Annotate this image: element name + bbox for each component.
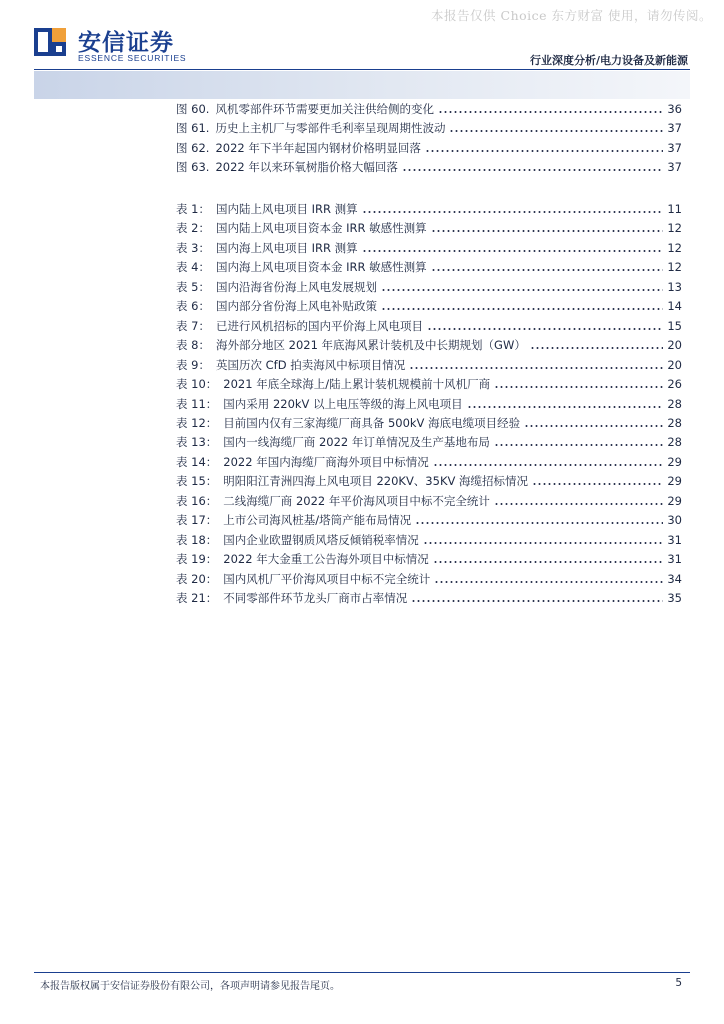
toc-entry-title: 国内风机厂平价海风项目中标不完全统计 (223, 571, 431, 586)
toc-table-entry[interactable] (176, 258, 682, 278)
toc-dot-leader (362, 240, 664, 253)
toc-entry-page: 28 (667, 396, 682, 411)
toc-dot-leader (415, 512, 663, 525)
toc-entry-title: 二线海缆厂商 2022 年平价海风项目中标不完全统计 (223, 493, 490, 508)
toc-entry-page: 35 (667, 591, 682, 605)
header-divider (34, 69, 690, 70)
toc-entry-title: 国内海上风电项目资本金 IRR 敏感性测算 (215, 260, 427, 275)
toc-entry-page: 37 (667, 121, 682, 136)
toc-dot-leader (427, 318, 663, 331)
toc-table-entry[interactable] (176, 278, 682, 298)
toc-table-entry[interactable] (176, 492, 682, 512)
toc-dot-leader (532, 473, 663, 486)
toc-entry-number: 表 14： (176, 454, 218, 469)
toc-entry-title: 英国历次 CfD 拍卖海风中标项目情况 (215, 357, 406, 372)
toc-entry-page: 31 (667, 532, 682, 547)
toc-entry-page: 29 (667, 493, 682, 508)
toc-dot-leader (433, 551, 664, 564)
toc-dot-leader (494, 434, 663, 447)
toc-dot-leader (434, 571, 663, 584)
footer-divider (34, 972, 690, 973)
toc-dot-leader (423, 532, 664, 545)
toc-entry-page: 36 (667, 102, 682, 116)
toc-entry-number: 表 12： (176, 415, 218, 430)
toc-entry-number: 表 2： (176, 221, 210, 236)
toc-entry-title: 国内一线海缆厂商 2022 年订单情况及生产基地布局 (223, 435, 490, 450)
toc-entry-page: 26 (667, 377, 682, 392)
toc-table-entry[interactable] (176, 453, 682, 473)
toc-entry-number: 表 16： (176, 493, 218, 508)
toc-table-entry[interactable] (176, 200, 682, 220)
toc-entry-title: 2022 年以来环氧树脂价格大幅回落 (215, 160, 398, 175)
toc-entry-title: 国内海上风电项目 IRR 测算 (215, 240, 358, 255)
toc-table-entry[interactable] (176, 317, 682, 337)
toc-dot-leader (402, 159, 663, 172)
toc-entry-number: 表 8： (176, 338, 210, 353)
toc-table-entry[interactable] (176, 395, 682, 415)
toc-entry-page: 11 (667, 202, 682, 216)
toc-dot-leader (362, 201, 664, 214)
toc-entry-title: 国内采用 220kV 以上电压等级的海上风电项目 (223, 396, 463, 411)
toc-entry-page: 28 (667, 435, 682, 450)
toc-dot-leader (381, 298, 663, 311)
toc-dot-leader (425, 140, 663, 153)
toc-entry-title: 海外部分地区 2021 年底海风累计装机及中长期规划（GW） (215, 338, 526, 353)
toc-entry-number: 图 62. (176, 140, 210, 155)
toc-entry-title: 国内企业欧盟钢质风塔反倾销税率情况 (223, 532, 419, 547)
watermark-text: 本报告仅供 Choice 东方财富 使用，请勿传阅。 (431, 8, 712, 23)
toc-dot-leader (411, 590, 663, 603)
toc-dot-leader (530, 337, 664, 350)
toc-figure-entry[interactable] (176, 139, 682, 159)
toc-table-entry[interactable] (176, 589, 682, 609)
report-type-label: 行业深度分析/电力设备及新能源 (529, 54, 688, 67)
toc-table-entry[interactable] (176, 472, 682, 492)
toc-entry-number: 表 13： (176, 435, 218, 450)
toc-figure-entry[interactable] (176, 119, 682, 139)
toc-dot-leader (438, 101, 663, 114)
toc-entry-page: 29 (667, 474, 682, 489)
toc-entry-number: 图 63. (176, 160, 210, 175)
toc-entry-title: 2022 年大金重工公告海外项目中标情况 (223, 552, 429, 567)
toc-dot-leader (431, 220, 664, 233)
toc-dot-leader (467, 396, 664, 409)
toc-entry-title: 国内沿海省份海上风电发展规划 (215, 279, 377, 294)
brand-name-cn: 安信证券 (78, 30, 174, 56)
toc-entry-title: 国内陆上风电项目 IRR 测算 (215, 202, 358, 216)
toc-entry-number: 表 20： (176, 571, 218, 586)
toc-dot-leader (449, 120, 663, 133)
header-band (34, 71, 690, 99)
toc-figure-entry[interactable] (176, 158, 682, 178)
toc-entry-page: 12 (667, 221, 682, 236)
toc-table-entry[interactable] (176, 336, 682, 356)
toc-entry-number: 表 19： (176, 552, 218, 567)
toc-entry-title: 上市公司海风桩基/塔筒产能布局情况 (223, 513, 412, 528)
toc-entry-title: 国内部分省份海上风电补贴政策 (215, 299, 377, 314)
toc-entry-page: 20 (667, 338, 682, 353)
toc-entry-number: 表 11： (176, 396, 218, 411)
toc-table-entry[interactable] (176, 219, 682, 239)
toc-entry-number: 表 10： (176, 377, 218, 392)
page-number: 5 (675, 977, 682, 989)
essence-securities-logo-icon (34, 24, 70, 60)
toc-entry-title: 明阳阳江青洲四海上风电项目 220KV、35KV 海缆招标情况 (223, 474, 529, 489)
toc-entry-title: 风机零部件环节需要更加关注供给侧的变化 (215, 102, 434, 116)
toc-dot-leader (494, 493, 663, 506)
toc-table-entry[interactable] (176, 297, 682, 317)
toc-entry-number: 表 4： (176, 260, 210, 275)
toc-entry-title: 不同零部件环节龙头厂商市占率情况 (223, 591, 408, 605)
toc-table-entry[interactable] (176, 239, 682, 259)
toc-entry-number: 表 6： (176, 299, 210, 314)
toc-entry-title: 国内陆上风电项目资本金 IRR 敏感性测算 (215, 221, 427, 236)
toc-dot-leader (431, 259, 664, 272)
toc-entry-page: 28 (667, 415, 682, 430)
toc-dot-leader (524, 415, 663, 428)
toc-table-entry[interactable] (176, 414, 682, 434)
toc-entry-title: 2022 年国内海缆厂商海外项目中标情况 (223, 454, 429, 469)
toc-figure-entry[interactable] (176, 100, 682, 120)
toc-entry-number: 表 7： (176, 318, 210, 333)
toc-entry-number: 表 21： (176, 591, 218, 605)
toc-entry-page: 15 (667, 318, 682, 333)
toc-entry-number: 表 18： (176, 532, 218, 547)
toc-entry-number: 表 3： (176, 240, 210, 255)
toc-table-entry[interactable] (176, 570, 682, 590)
toc-entry-title: 目前国内仅有三家海缆厂商具备 500kV 海底电缆项目经验 (223, 415, 521, 430)
toc-entry-title: 已进行风机招标的国内平价海上风电项目 (215, 318, 423, 333)
toc-entry-number: 表 15： (176, 474, 218, 489)
toc-entry-page: 12 (667, 240, 682, 255)
toc-entry-title: 历史上主机厂与零部件毛利率呈现周期性波动 (215, 121, 446, 136)
toc-entry-page: 20 (667, 357, 682, 372)
footer-disclaimer: 本报告版权属于安信证券股份有限公司，各项声明请参见报告尾页。 (40, 981, 340, 992)
toc-entry-page: 34 (667, 571, 682, 586)
toc-entry-page: 12 (667, 260, 682, 275)
toc-dot-leader (381, 279, 663, 292)
toc-entry-number: 表 1： (176, 202, 210, 216)
toc-entry-number: 表 5： (176, 279, 210, 294)
toc-entry-title: 2022 年下半年起国内钢材价格明显回落 (215, 140, 421, 155)
toc-entry-title: 2021 年底全球海上/陆上累计装机规模前十风机厂商 (223, 377, 491, 392)
toc-table-entry[interactable] (176, 375, 682, 395)
toc-table-entry[interactable] (176, 511, 682, 531)
toc-entry-page: 14 (667, 299, 682, 314)
brand-logo (34, 22, 274, 66)
toc-dot-leader (433, 454, 664, 467)
toc-entry-number: 图 60. (176, 102, 210, 116)
toc-entry-page: 29 (667, 454, 682, 469)
brand-name-en: ESSENCE SECURITIES (78, 53, 187, 63)
toc-entry-page: 37 (667, 160, 682, 175)
toc-dot-leader (494, 376, 663, 389)
toc-table-entry[interactable] (176, 433, 682, 453)
toc-entry-page: 31 (667, 552, 682, 567)
toc-entry-page: 37 (667, 140, 682, 155)
toc-table-entry[interactable] (176, 356, 682, 376)
toc-table-entry[interactable] (176, 531, 682, 551)
toc-entry-number: 图 61. (176, 121, 210, 136)
toc-entry-page: 13 (667, 279, 682, 294)
toc-table-entry[interactable] (176, 550, 682, 570)
toc-entry-page: 30 (667, 513, 682, 528)
toc-dot-leader (409, 357, 663, 370)
toc-entry-number: 表 9： (176, 357, 210, 372)
toc-entry-number: 表 17： (176, 513, 218, 528)
